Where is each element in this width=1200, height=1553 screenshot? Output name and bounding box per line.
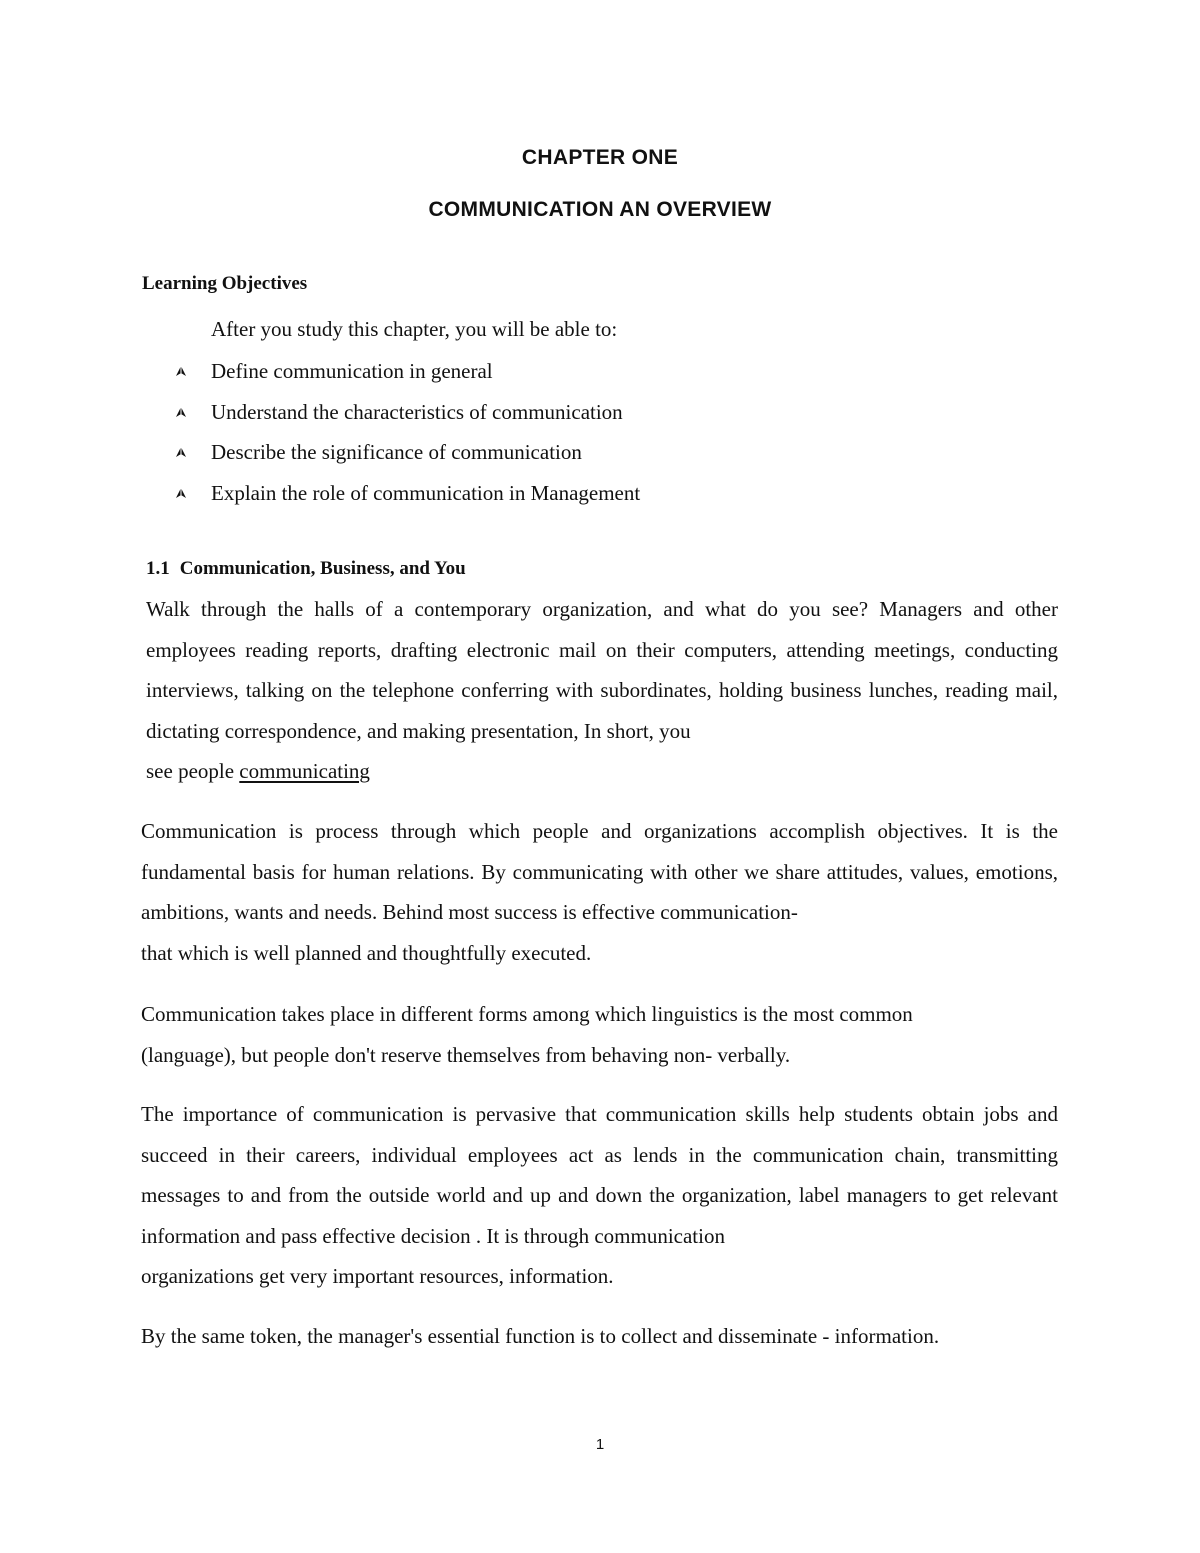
- objective-text: Define communication in general: [211, 359, 493, 383]
- objective-text: Understand the characteristics of communication: [211, 399, 623, 424]
- paragraph-last-line: (language), but people don't reserve themselves from behaving non- verbally.: [141, 1042, 791, 1067]
- section-number: 1.1: [146, 558, 170, 579]
- arrow-bullet-icon: [174, 364, 188, 378]
- paragraph-text: By the same token, the manager's essential function is to collect and disseminate - information.: [141, 1324, 940, 1348]
- list-item: [170, 357, 640, 398]
- arrow-bullet-icon: [174, 445, 188, 459]
- paragraph-text: Walk through the halls of a contemporary organization, and what do you see? Managers and other employees reading reports, drafting electronic mail on their computers, attending meetings, conducting interviews, talking on the telephone conferring with subordinates, holding business lunches, reading mail, dictating correspondence, and making presentation, In short, you: [146, 597, 1058, 743]
- learning-objectives-intro: After you study this chapter, you will be able to:: [211, 317, 618, 341]
- section-title: Communication, Business, and You: [179, 558, 466, 579]
- page-number: 1: [595, 1436, 605, 1453]
- arrow-bullet-icon: [174, 405, 188, 419]
- objective-text: Explain the role of communication in Management: [211, 480, 641, 505]
- section-heading: [146, 558, 466, 580]
- list-item: [170, 479, 640, 520]
- learning-objectives-list: [170, 357, 640, 519]
- list-item: [170, 438, 640, 479]
- communicating-link[interactable]: communicating: [239, 759, 370, 784]
- paragraph-text: Communication is process through which people and organizations accomplish objectives. It is the fundamental basis for human relations. By communicating with other we share attitudes, values, emotions, ambitions, wants and needs. Behind most success is effective communication-: [141, 819, 1058, 925]
- arrow-bullet-icon: [174, 486, 188, 500]
- paragraph-text: see people: [146, 759, 240, 784]
- paragraph-text: The importance of communication is pervasive that communication skills help students obtain jobs and succeed in their careers, individual employees act as lends in the communication chain, transmitting messages to and from the outside world and up and down the organization, label managers to get relevant information and pass effective decision . It is through communication: [141, 1102, 1058, 1248]
- list-item: [170, 398, 640, 439]
- paragraph-importance: [141, 1094, 1058, 1297]
- paragraph-text: Communication takes place in different forms among which linguistics is the most common: [141, 1002, 913, 1026]
- paragraph-last-line: that which is well planned and thoughtfully executed.: [141, 940, 592, 965]
- chapter-title: CHAPTER ONE: [521, 146, 679, 169]
- paragraph-communication-process: [141, 811, 1058, 973]
- learning-objectives-heading: Learning Objectives: [142, 273, 308, 294]
- paragraph-manager-function: [141, 1316, 1058, 1357]
- paragraph-walk-through: [146, 589, 1058, 792]
- paragraph-last-line: organizations get very important resources, information.: [141, 1264, 614, 1289]
- objective-text: Describe the significance of communication: [211, 440, 582, 464]
- paragraph-last-line: [146, 751, 1058, 792]
- chapter-subtitle: COMMUNICATION AN OVERVIEW: [428, 198, 772, 221]
- paragraph-communication-forms: [141, 994, 1058, 1075]
